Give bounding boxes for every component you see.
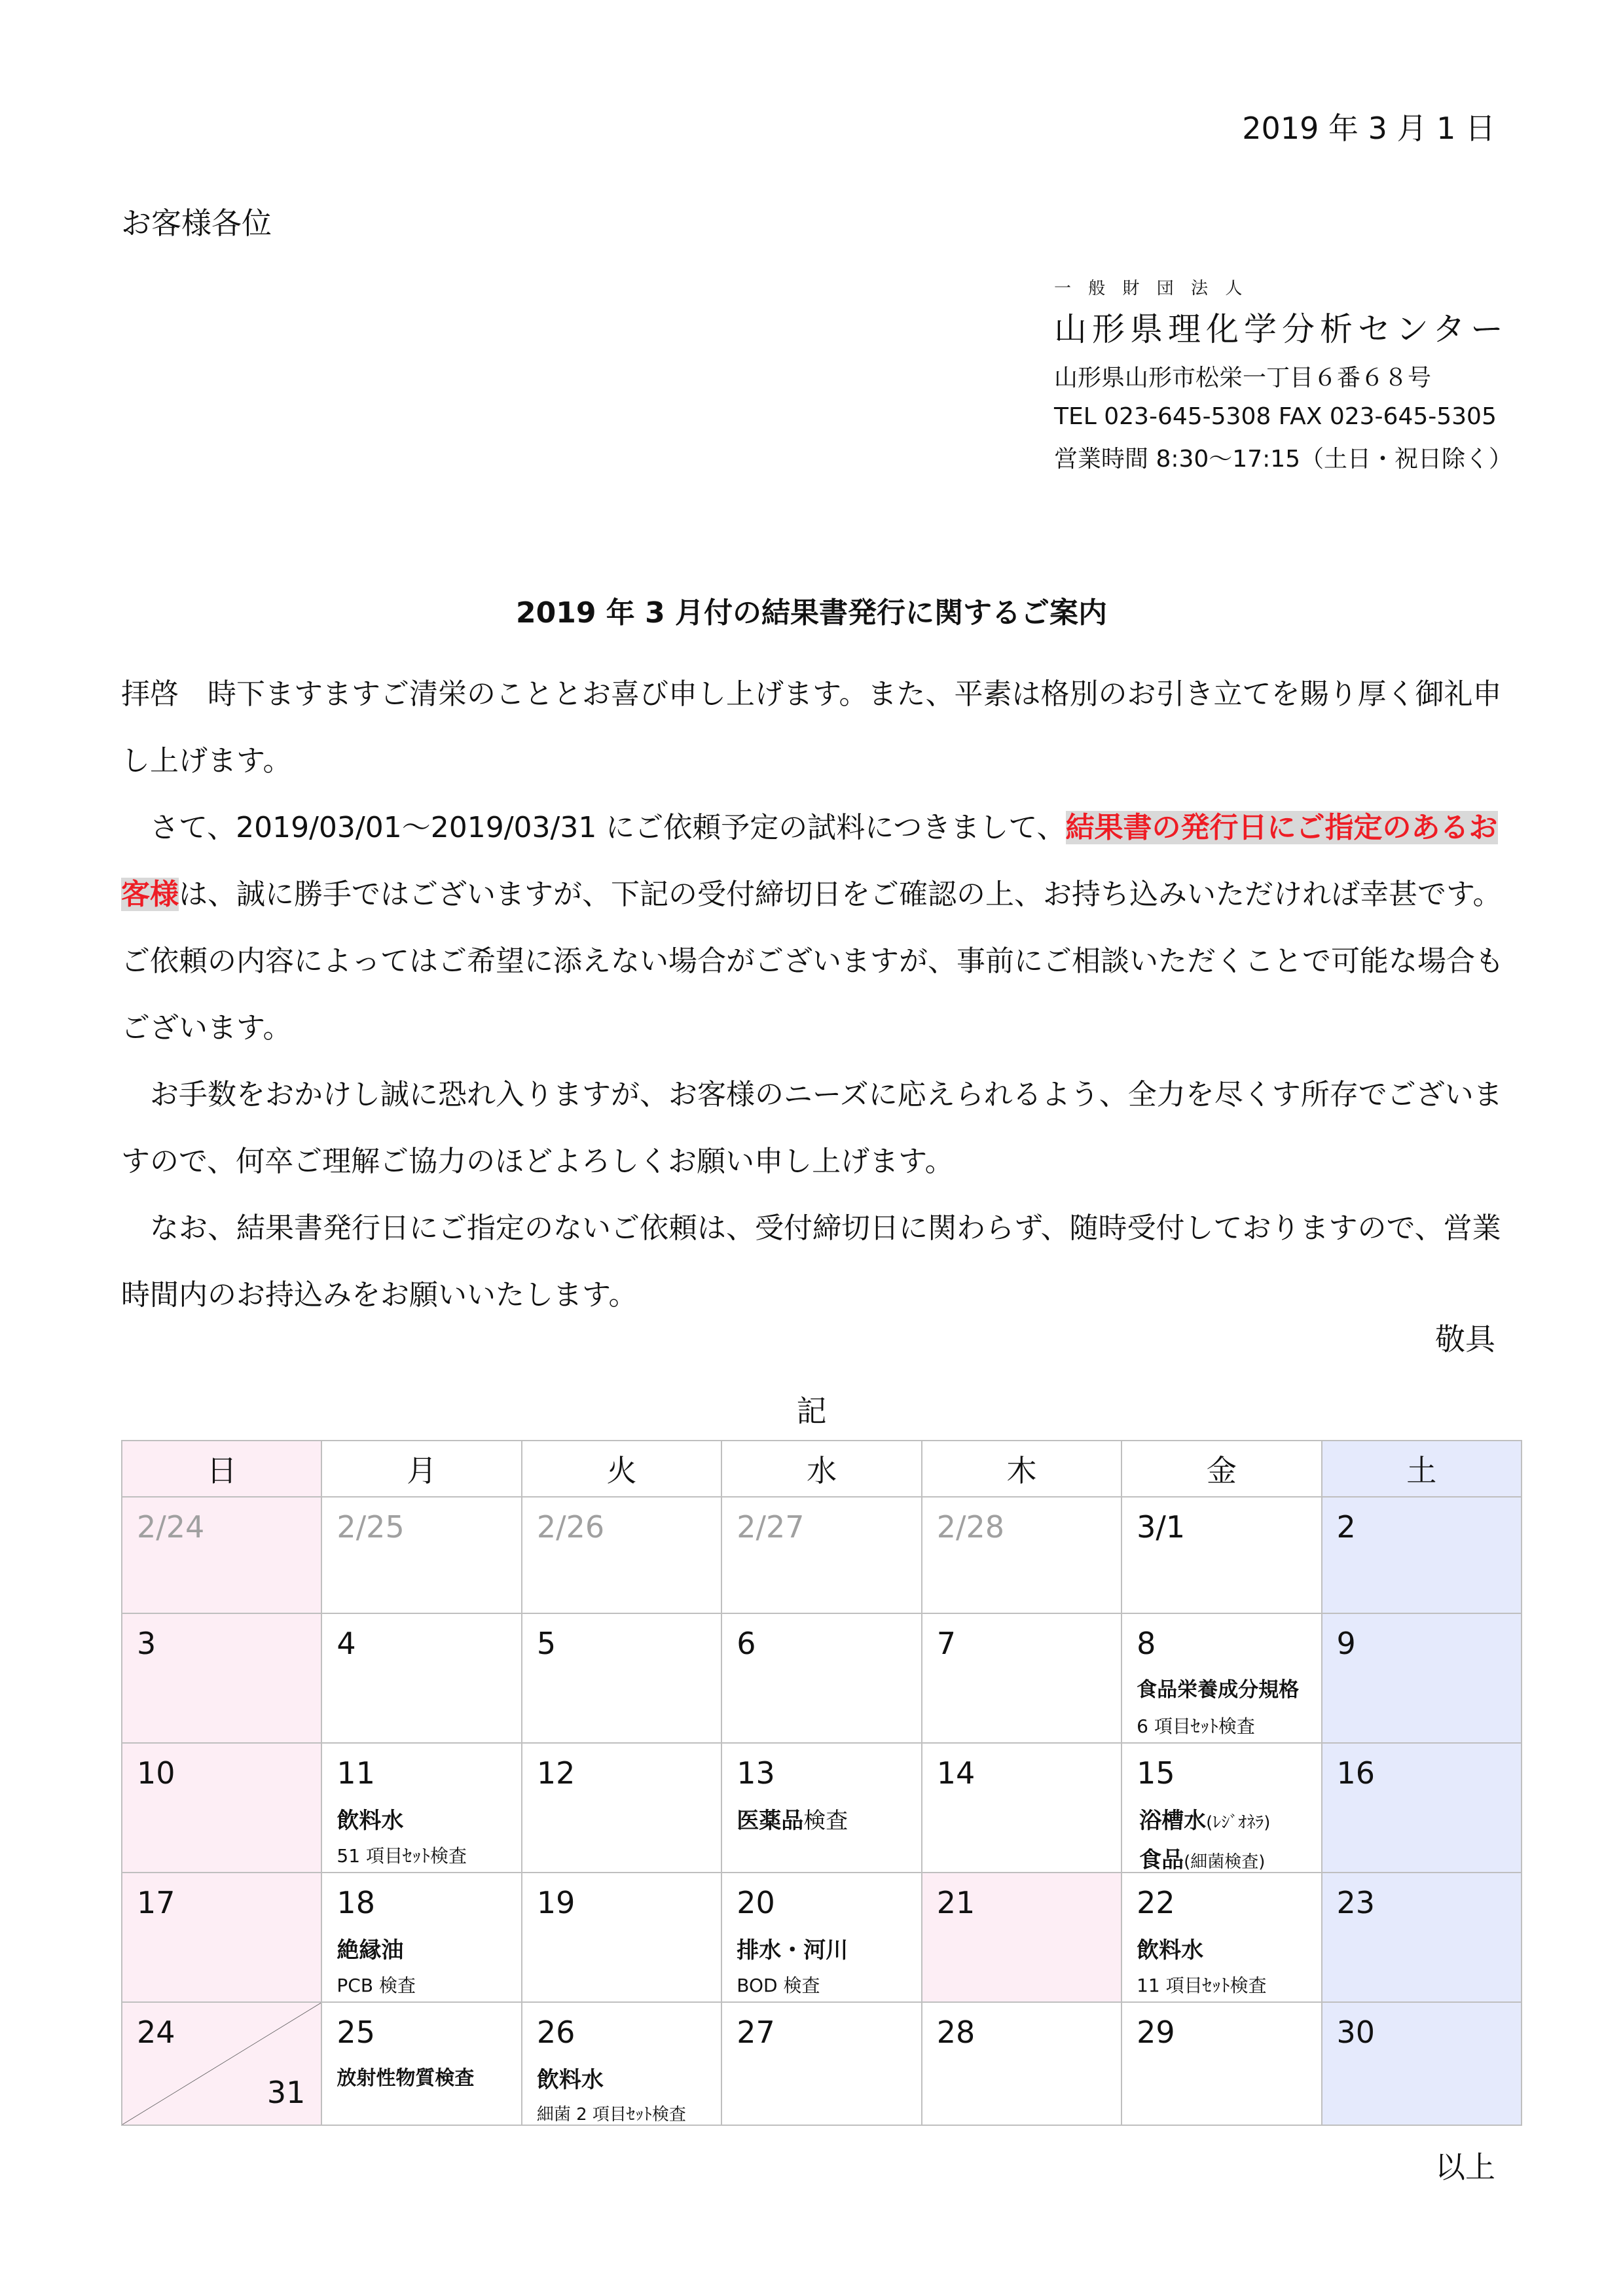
day-cell: [522, 1873, 721, 2002]
day-number: 4: [337, 1626, 356, 1661]
day-number: 3/1: [1137, 1509, 1186, 1545]
day-number: 17: [137, 1885, 175, 1920]
event-title: [1139, 1803, 1270, 1835]
deadline-calendar: [121, 1440, 1522, 2126]
weekday-fri: 金: [1122, 1441, 1321, 1497]
day-cell: [1322, 2002, 1522, 2125]
day-number: 5: [536, 1626, 556, 1661]
day-number: 2/26: [536, 1509, 605, 1545]
event-detail: 51 項目ｾｯﾄ検査: [337, 1845, 467, 1867]
day-cell: [721, 1743, 921, 1873]
day-cell: [1122, 2002, 1321, 2125]
week-row-2: [122, 1613, 1522, 1743]
day-cell: [922, 1613, 1122, 1743]
document-title: 2019 年 3 月付の結果書発行に関するご案内: [515, 596, 1108, 630]
event-note: (細菌検査): [1184, 1852, 1266, 1872]
event-title-suffix: 検査: [435, 2067, 475, 2090]
day-number: 20: [737, 1885, 775, 1920]
ki-heading: 記: [796, 1393, 827, 1429]
event-title: 飲料水: [1137, 1937, 1204, 1964]
event-detail: 6 項目ｾｯﾄ検査: [1137, 1715, 1255, 1737]
paragraph-greeting: 拝啓 時下ますますご清栄のこととお喜び申し上げます。また、平素は格別のお引き立てを賜り厚く御礼申し上げます。: [121, 677, 1502, 778]
salutation: お客様各位: [121, 206, 272, 241]
day-cell: [1322, 1743, 1522, 1873]
event-title: 絶縁油: [337, 1937, 404, 1964]
weekday-sun: 日: [122, 1441, 321, 1497]
day-cell: [321, 1613, 521, 1743]
org-type: 一 般 財 団 法 人: [1054, 279, 1249, 298]
day-cell: [321, 2002, 521, 2125]
day-cell: [522, 2002, 721, 2125]
day-cell: [721, 1873, 921, 2002]
day-number: 2/28: [936, 1509, 1004, 1545]
day-number: 18: [337, 1885, 375, 1920]
day-number: 15: [1137, 1755, 1175, 1791]
event-title: 飲料水: [337, 1808, 404, 1834]
day-number: 26: [536, 2015, 575, 2050]
event-detail: 11 項目ｾｯﾄ検査: [1137, 1975, 1267, 1996]
end-mark: 以上: [1435, 2149, 1495, 2185]
day-cell: [321, 1497, 521, 1613]
day-number: 30: [1336, 2015, 1376, 2050]
paragraph-request-start: さて、2019/03/01～2019/03/31 にご依頼予定の試料につきまして、: [150, 811, 1066, 844]
paragraph-apology: お手数をおかけし誠に恐れ入りますが、お客様のニーズに応えられるよう、全力を尽くす所存でございますので、何卒ご理解ご協力のほどよろしくお願い申し上げます。: [121, 1078, 1503, 1178]
event-detail: BOD 検査: [737, 1975, 820, 1996]
event-title: 食品栄養成分規格: [1137, 1678, 1300, 1702]
day-cell: [1322, 1497, 1522, 1613]
day-cell: [721, 2002, 921, 2125]
day-cell: [922, 1743, 1122, 1873]
day-number: 7: [936, 1626, 956, 1661]
day-cell: [522, 1497, 721, 1613]
org-hours: 営業時間 8:30～17:15（土日・祝日除く）: [1054, 446, 1513, 473]
closing-word: 敬具: [1435, 1321, 1495, 1357]
organization-block: [1054, 275, 1512, 484]
day-cell: [922, 1497, 1122, 1613]
day-cell: [522, 1743, 721, 1873]
event-title-main: 食品: [1139, 1847, 1184, 1873]
day-cell: [1122, 1873, 1321, 2002]
day-cell: [522, 1613, 721, 1743]
weekday-sat: 土: [1322, 1441, 1522, 1497]
org-name: 山形県理化学分析センター: [1054, 310, 1508, 348]
highlighted-notice: 結果書の発行日にご指定のあるお客様: [121, 811, 1498, 911]
day-cell: [922, 2002, 1122, 2125]
day-cell: [1322, 1613, 1522, 1743]
day-cell: [1322, 1873, 1522, 2002]
week-row-4: [122, 1873, 1522, 2002]
day-number: 22: [1137, 1885, 1175, 1920]
day-number: 2/27: [737, 1509, 805, 1545]
event-title: [337, 2062, 474, 2090]
day-number: 27: [737, 2015, 775, 2050]
day-number: 3: [137, 1626, 156, 1661]
weekday-header-row: [122, 1441, 1522, 1497]
day-cell: [1122, 1497, 1321, 1613]
day-number: 2: [1336, 1509, 1356, 1545]
day-number: 21: [936, 1885, 976, 1920]
week-row-5: [122, 2002, 1522, 2125]
day-number: 28: [936, 2015, 976, 2050]
day-cell: [1122, 1743, 1321, 1873]
day-number: 19: [536, 1885, 575, 1920]
document-body: [121, 661, 1504, 1329]
day-number: 2/24: [137, 1509, 205, 1545]
day-cell: [122, 1743, 321, 1873]
org-address: 山形県山形市松栄一丁目６番６８号: [1054, 365, 1432, 391]
day-number: 10: [137, 1755, 175, 1791]
day-cell: [321, 1873, 521, 2002]
day-number: 2/25: [337, 1509, 405, 1545]
day-cell-holiday: [922, 1873, 1122, 2002]
event-title: [737, 1803, 848, 1835]
day-cell: [122, 1613, 321, 1743]
day-cell: [721, 1497, 921, 1613]
day-number: 12: [536, 1755, 575, 1791]
day-number: 9: [1336, 1626, 1356, 1661]
day-number: 25: [337, 2015, 375, 2050]
paragraph-request-end: は、誠に勝手ではございますが、下記の受付締切日をご確認の上、お持ち込みいただければ幸甚です。ご依頼の内容によってはご希望に添えない場合がございますが、事前にご相談いただくことで可能な場合もございます。: [121, 878, 1504, 1045]
weekday-mon: 月: [321, 1441, 521, 1497]
day-cell-split: [122, 2002, 321, 2125]
day-cell: [122, 1873, 321, 2002]
event-title-2: [1139, 1842, 1265, 1874]
day-cell: [721, 1613, 921, 1743]
day-number: 6: [737, 1626, 756, 1661]
day-number: 24: [137, 2015, 175, 2050]
day-number: 16: [1336, 1755, 1376, 1791]
day-number: 8: [1137, 1626, 1156, 1661]
week-row-1: [122, 1497, 1522, 1613]
day-number: 11: [337, 1755, 375, 1791]
weekday-tue: 火: [522, 1441, 721, 1497]
day-number: 14: [936, 1755, 976, 1791]
event-title: 飲料水: [536, 2067, 604, 2093]
event-title-main: 医薬品: [737, 1808, 804, 1834]
week-row-3: [122, 1743, 1522, 1873]
weekday-wed: 水: [721, 1441, 921, 1497]
event-title-main: 浴槽水: [1139, 1808, 1207, 1834]
org-tel-fax: TEL 023-645-5308 FAX 023-645-5305: [1054, 403, 1497, 430]
day-cell: [321, 1743, 521, 1873]
event-title: 排水・河川: [737, 1937, 848, 1964]
event-title-main: 放射性物質: [337, 2067, 435, 2090]
event-title-suffix: 検査: [803, 1808, 848, 1834]
document-date: 2019 年 3 月 1 日: [1242, 111, 1495, 146]
event-detail: PCB 検査: [337, 1975, 416, 1996]
event-note: (ﾚｼﾞｵﾈﾗ): [1206, 1813, 1271, 1833]
paragraph-request: [121, 795, 1504, 1062]
day-number: 23: [1336, 1885, 1376, 1920]
day-number: 29: [1137, 2015, 1175, 2050]
day-cell: [1122, 1613, 1321, 1743]
day-number: 13: [737, 1755, 775, 1791]
paragraph-note: なお、結果書発行日にご指定のないご依頼は、受付締切日に関わらず、随時受付しておりますので、営業時間内のお持込みをお願いいたします。: [121, 1211, 1501, 1312]
day-cell: [122, 1497, 321, 1613]
weekday-thu: 木: [922, 1441, 1122, 1497]
day-number-31: 31: [266, 2075, 306, 2110]
event-detail: 細菌 2 項目ｾｯﾄ検査: [536, 2105, 686, 2125]
